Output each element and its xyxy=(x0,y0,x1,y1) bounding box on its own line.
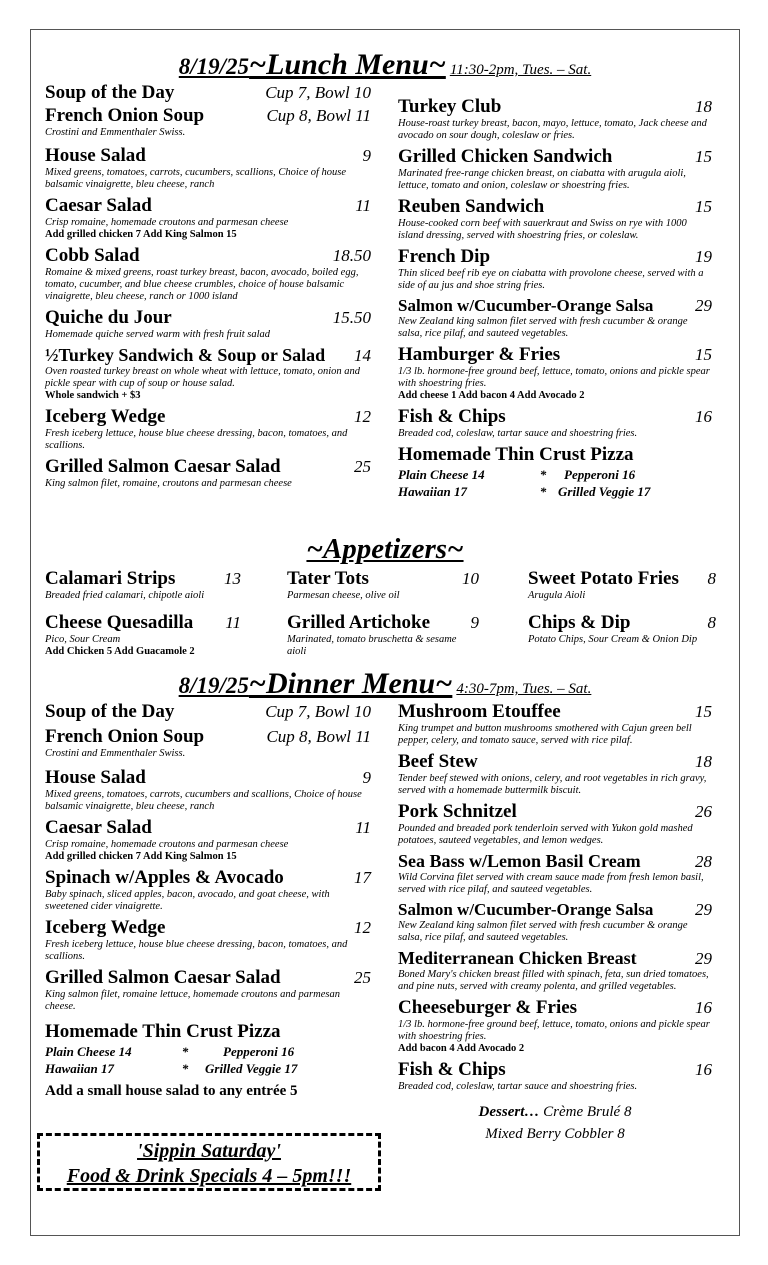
menu-page xyxy=(30,29,740,1236)
item-price: Cup 7, Bowl 10 xyxy=(265,83,371,102)
appetizers-column-2 xyxy=(287,568,479,662)
lunch-right-column xyxy=(398,96,712,504)
pizza-item xyxy=(398,444,712,500)
item-price: 15.50 xyxy=(332,308,371,327)
item-price: 8 xyxy=(707,613,716,632)
dinner-left-column xyxy=(45,701,371,1100)
item-price: 9 xyxy=(470,613,479,632)
item-description: Breaded cod, coleslaw, tartar sauce and shoestring fries. xyxy=(398,1081,638,1092)
item-description: New Zealand king salmon filet served with fresh cucumber & orange salsa, rice pilaf, and sauteed vegetables. xyxy=(398,316,688,339)
menu-item xyxy=(45,701,371,723)
menu-item xyxy=(45,967,371,1013)
menu-item xyxy=(287,568,479,602)
item-addons: Add bacon 4 Add Avocado 2 xyxy=(398,1043,525,1054)
item-description: 1/3 lb. hormone-free ground beef, lettuce, tomato, onions and pickle spear with shoestring fries. xyxy=(398,366,710,389)
menu-item xyxy=(45,612,241,658)
dinner-heading: ~Dinner Menu~ xyxy=(248,667,453,700)
item-price: 29 xyxy=(695,296,712,315)
item-description: Wild Corvina filet served with cream sauce made from fresh lemon basil, served with rice pilaf, and sauteed vegetables. xyxy=(398,872,704,895)
appetizers-column-1 xyxy=(45,568,241,662)
dessert-item: Crème Brulé 8 xyxy=(543,1104,632,1120)
item-name: Soup of the Day xyxy=(45,82,175,103)
item-price: 11 xyxy=(355,196,371,215)
separator-star: * xyxy=(539,484,547,499)
item-name: French Onion Soup xyxy=(45,105,205,126)
item-price: 19 xyxy=(695,247,712,266)
item-price: 10 xyxy=(462,569,479,588)
item-price: 9 xyxy=(362,146,371,165)
pizza-option: Hawaiian 17 xyxy=(398,484,467,499)
item-name: Quiche du Jour xyxy=(45,307,172,328)
item-description: 1/3 lb. hormone-free ground beef, lettuce, tomato, onions and pickle spear with shoestring fries. xyxy=(398,1019,710,1042)
menu-item xyxy=(398,1059,712,1093)
item-name: Hamburger & Fries xyxy=(398,344,561,365)
item-name: Grilled Chicken Sandwich xyxy=(398,146,613,167)
item-name: Calamari Strips xyxy=(45,568,176,589)
menu-item xyxy=(398,196,712,242)
item-name: Caesar Salad xyxy=(45,817,152,838)
item-description: Marinated free-range chicken breast, on ciabatta with arugula aioli, lettuce, tomato and onion, coleslaw or shoestring fries. xyxy=(398,168,686,191)
item-name: French Onion Soup xyxy=(45,726,205,747)
item-name: Turkey Club xyxy=(398,96,502,117)
item-description: Crostini and Emmenthaler Swiss. xyxy=(45,748,186,759)
item-name: Chips & Dip xyxy=(528,612,631,633)
menu-item xyxy=(398,146,712,192)
item-name: Iceberg Wedge xyxy=(45,406,166,427)
small-salad-offer: Add a small house salad to any entrée 5 xyxy=(45,1083,298,1099)
pizza-option: Pepperoni 16 xyxy=(223,1044,295,1059)
dessert-section xyxy=(398,1101,712,1145)
menu-item xyxy=(45,456,371,490)
item-price: Cup 7, Bowl 10 xyxy=(265,702,371,721)
item-name: Fish & Chips xyxy=(398,1059,506,1080)
item-description: Pico, Sour Cream xyxy=(45,634,121,645)
menu-item xyxy=(398,96,712,142)
item-price: 13 xyxy=(224,569,241,588)
item-description: House-roast turkey breast, bacon, mayo, lettuce, tomato, Jack cheese and avocado on sour dough, coleslaw or fries. xyxy=(398,118,707,141)
item-price: 26 xyxy=(695,802,712,821)
item-name: French Dip xyxy=(398,246,491,267)
menu-item xyxy=(45,145,371,191)
menu-item xyxy=(528,568,716,602)
sippin-title: 'Sippin Saturday' xyxy=(137,1140,281,1162)
item-name: Tater Tots xyxy=(287,568,369,589)
item-name: Caesar Salad xyxy=(45,195,152,216)
item-description: Oven roasted turkey breast on whole wheat with lettuce, tomato, onion and pickle spear with cup of soup or house salad. xyxy=(45,366,361,389)
item-price: 16 xyxy=(695,407,712,426)
pizza-options xyxy=(45,1043,371,1077)
item-name: Spinach w/Apples & Avocado xyxy=(45,867,284,888)
item-addons: Whole sandwich + $3 xyxy=(45,390,141,401)
pizza-item xyxy=(45,1021,371,1077)
dinner-right-column xyxy=(398,701,712,1145)
menu-item xyxy=(45,245,371,303)
item-name: Beef Stew xyxy=(398,751,478,772)
appetizers-heading: ~Appetizers~ xyxy=(306,533,464,565)
menu-item xyxy=(45,767,371,813)
item-price: 18 xyxy=(695,752,712,771)
item-name: Sea Bass w/Lemon Basil Cream xyxy=(398,851,641,871)
lunch-heading: ~Lunch Menu~ xyxy=(249,48,446,81)
item-price: 29 xyxy=(695,900,712,919)
menu-item xyxy=(45,195,371,241)
item-name: Salmon w/Cucumber-Orange Salsa xyxy=(398,296,654,315)
menu-item xyxy=(398,406,712,440)
item-description: House-cooked corn beef with sauerkraut and Swiss on rye with 1000 island dressing, served with shoestring fries, or coleslaw. xyxy=(398,218,687,241)
menu-item xyxy=(45,817,371,863)
item-description: Romaine & mixed greens, roast turkey breast, bacon, avocado, boiled egg, tomato, cucumber, and blue cheese crumbles, choice of house balsamic vinaigrette, bleu cheese, ranch or 1000 island xyxy=(45,267,359,302)
item-description: Homemade quiche served warm with fresh fruit salad xyxy=(45,329,271,340)
item-price: 11 xyxy=(225,613,241,632)
item-addons: Add grilled chicken 7 Add King Salmon 15 xyxy=(45,229,237,240)
item-price: 16 xyxy=(695,998,712,1017)
item-name: Cobb Salad xyxy=(45,245,140,266)
item-description: New Zealand king salmon filet served with fresh cucumber & orange salsa, rice pilaf, and sauteed vegetables. xyxy=(398,920,688,943)
item-name: Salmon w/Cucumber-Orange Salsa xyxy=(398,900,654,919)
item-price: 17 xyxy=(354,868,371,887)
item-price: 25 xyxy=(354,457,371,476)
lunch-menu-title xyxy=(31,48,739,82)
dinner-menu-title xyxy=(31,667,739,701)
item-description: Tender beef stewed with onions, celery, and root vegetables in rich gravy, served with a homemade buttermilk biscuit. xyxy=(398,773,707,796)
item-description: Arugula Aioli xyxy=(528,590,586,601)
item-price: 29 xyxy=(695,949,712,968)
item-description: Boned Mary's chicken breast filled with spinach, feta, sun dried tomatoes, and pine nuts, served with creamy polenta, and grilled vegetables. xyxy=(398,969,709,992)
item-price: 8 xyxy=(707,569,716,588)
item-name: Grilled Salmon Caesar Salad xyxy=(45,967,281,988)
pizza-name: Homemade Thin Crust Pizza xyxy=(45,1021,281,1042)
item-description: Fresh iceberg lettuce, house blue cheese dressing, bacon, tomatoes, and scallions. xyxy=(45,939,348,962)
item-price: 18.50 xyxy=(332,246,371,265)
menu-item xyxy=(45,917,371,963)
item-description: Baby spinach, sliced apples, bacon, avocado, and goat cheese, with sweetened cider vinaigrette. xyxy=(45,889,330,912)
pizza-name: Homemade Thin Crust Pizza xyxy=(398,444,634,465)
menu-item xyxy=(287,612,479,658)
lunch-date: 8/19/25 xyxy=(178,54,250,79)
item-name: House Salad xyxy=(45,767,146,788)
menu-item xyxy=(398,701,712,747)
item-name: Cheese Quesadilla xyxy=(45,612,194,633)
item-name: Pork Schnitzel xyxy=(398,801,517,822)
menu-item xyxy=(45,105,371,139)
item-description: Marinated, tomato bruschetta & sesame aioli xyxy=(287,634,457,657)
appetizers-column-3 xyxy=(528,568,716,650)
pizza-option: Grilled Veggie 17 xyxy=(558,484,651,499)
item-name: ½Turkey Sandwich & Soup or Salad xyxy=(45,345,326,365)
item-price: 28 xyxy=(695,852,712,871)
item-name: Fish & Chips xyxy=(398,406,506,427)
sippin-saturday-box xyxy=(37,1133,381,1191)
pizza-option: Pepperoni 16 xyxy=(564,467,636,482)
separator-star: * xyxy=(539,467,547,482)
dinner-hours: 4:30-7pm, Tues. – Sat. xyxy=(456,681,592,697)
item-description: Fresh iceberg lettuce, house blue cheese dressing, bacon, tomatoes, and scallions. xyxy=(45,428,348,451)
menu-item xyxy=(398,851,712,896)
item-price: 15 xyxy=(695,147,712,166)
dessert-label: Dessert… xyxy=(478,1104,540,1120)
separator-star: * xyxy=(181,1061,189,1076)
item-price: 25 xyxy=(354,968,371,987)
menu-item xyxy=(398,997,712,1055)
item-addons: Add Chicken 5 Add Guacamole 2 xyxy=(45,646,195,657)
menu-item xyxy=(398,296,712,340)
item-price: 9 xyxy=(362,768,371,787)
menu-item xyxy=(398,344,712,402)
menu-item xyxy=(528,612,716,646)
item-name: Sweet Potato Fries xyxy=(528,568,679,589)
menu-item xyxy=(398,246,712,292)
item-price: Cup 8, Bowl 11 xyxy=(266,106,371,125)
item-name: Reuben Sandwich xyxy=(398,196,545,217)
pizza-option: Plain Cheese 14 xyxy=(45,1044,132,1059)
pizza-option: Hawaiian 17 xyxy=(45,1061,114,1076)
dinner-date: 8/19/25 xyxy=(178,673,249,698)
item-description: Crisp romaine, homemade croutons and parmesan cheese xyxy=(45,217,289,228)
item-price: 15 xyxy=(695,197,712,216)
menu-item xyxy=(45,726,371,760)
menu-item xyxy=(45,307,371,341)
menu-item xyxy=(45,345,371,402)
menu-item xyxy=(45,82,371,104)
item-description: King salmon filet, romaine lettuce, homemade croutons and parmesan cheese. xyxy=(45,989,340,1012)
pizza-option: Grilled Veggie 17 xyxy=(205,1061,298,1076)
item-description: Crisp romaine, homemade croutons and parmesan cheese xyxy=(45,839,289,850)
item-price: Cup 8, Bowl 11 xyxy=(266,727,371,746)
item-addons: Add cheese 1 Add bacon 4 Add Avocado 2 xyxy=(398,390,585,401)
pizza-option: Plain Cheese 14 xyxy=(398,467,485,482)
menu-item xyxy=(398,948,712,993)
menu-item xyxy=(45,867,371,913)
menu-item xyxy=(45,406,371,452)
item-name: Mediterranean Chicken Breast xyxy=(398,948,637,968)
separator-star: * xyxy=(181,1044,189,1059)
item-name: Cheeseburger & Fries xyxy=(398,997,578,1018)
menu-item xyxy=(398,801,712,847)
item-name: Soup of the Day xyxy=(45,701,175,722)
item-addons: Add grilled chicken 7 Add King Salmon 15 xyxy=(45,851,237,862)
item-description: King salmon filet, romaine, croutons and parmesan cheese xyxy=(45,478,292,489)
sippin-specials: Food & Drink Specials 4 – 5pm!!! xyxy=(66,1165,352,1187)
pizza-options xyxy=(398,466,712,500)
item-price: 15 xyxy=(695,702,712,721)
item-description: Parmesan cheese, olive oil xyxy=(287,590,400,601)
dessert-item: Mixed Berry Cobbler 8 xyxy=(485,1126,625,1142)
lunch-hours: 11:30-2pm, Tues. – Sat. xyxy=(449,62,592,78)
item-description: King trumpet and button mushrooms smothered with Cajun green bell pepper, celery, and tomato sauce, served with rice pilaf. xyxy=(398,723,692,746)
item-description: Crostini and Emmenthaler Swiss. xyxy=(45,127,186,138)
item-description: Potato Chips, Sour Cream & Onion Dip xyxy=(528,634,698,645)
menu-item xyxy=(398,900,712,944)
lunch-left-column xyxy=(45,82,371,494)
item-description: Mixed greens, tomatoes, carrots, cucumbers, scallions, Choice of house balsamic vinaigrette, bleu cheese, ranch xyxy=(45,167,347,190)
item-price: 15 xyxy=(695,345,712,364)
item-price: 11 xyxy=(355,818,371,837)
item-name: Iceberg Wedge xyxy=(45,917,166,938)
menu-item xyxy=(45,568,241,602)
item-description: Breaded cod, coleslaw, tartar sauce and shoestring fries. xyxy=(398,428,638,439)
item-description: Pounded and breaded pork tenderloin served with Yukon gold mashed potatoes, sauteed vegetables, and lemon wedges. xyxy=(398,823,693,846)
item-description: Thin sliced beef rib eye on ciabatta with provolone cheese, served with a side of au jus and shoe string fries. xyxy=(398,268,704,291)
item-price: 16 xyxy=(695,1060,712,1079)
item-description: Mixed greens, tomatoes, carrots, cucumbers and scallions, Choice of house balsamic vinaigrette, bleu cheese, ranch xyxy=(45,789,362,812)
item-price: 18 xyxy=(695,97,712,116)
menu-item xyxy=(398,751,712,797)
item-name: House Salad xyxy=(45,145,146,166)
item-price: 14 xyxy=(354,346,371,365)
item-name: Grilled Artichoke xyxy=(287,612,431,633)
item-name: Grilled Salmon Caesar Salad xyxy=(45,456,281,477)
item-name: Mushroom Etouffee xyxy=(398,701,561,722)
item-description: Breaded fried calamari, chipotle aioli xyxy=(45,590,205,601)
item-price: 12 xyxy=(354,407,371,426)
item-price: 12 xyxy=(354,918,371,937)
